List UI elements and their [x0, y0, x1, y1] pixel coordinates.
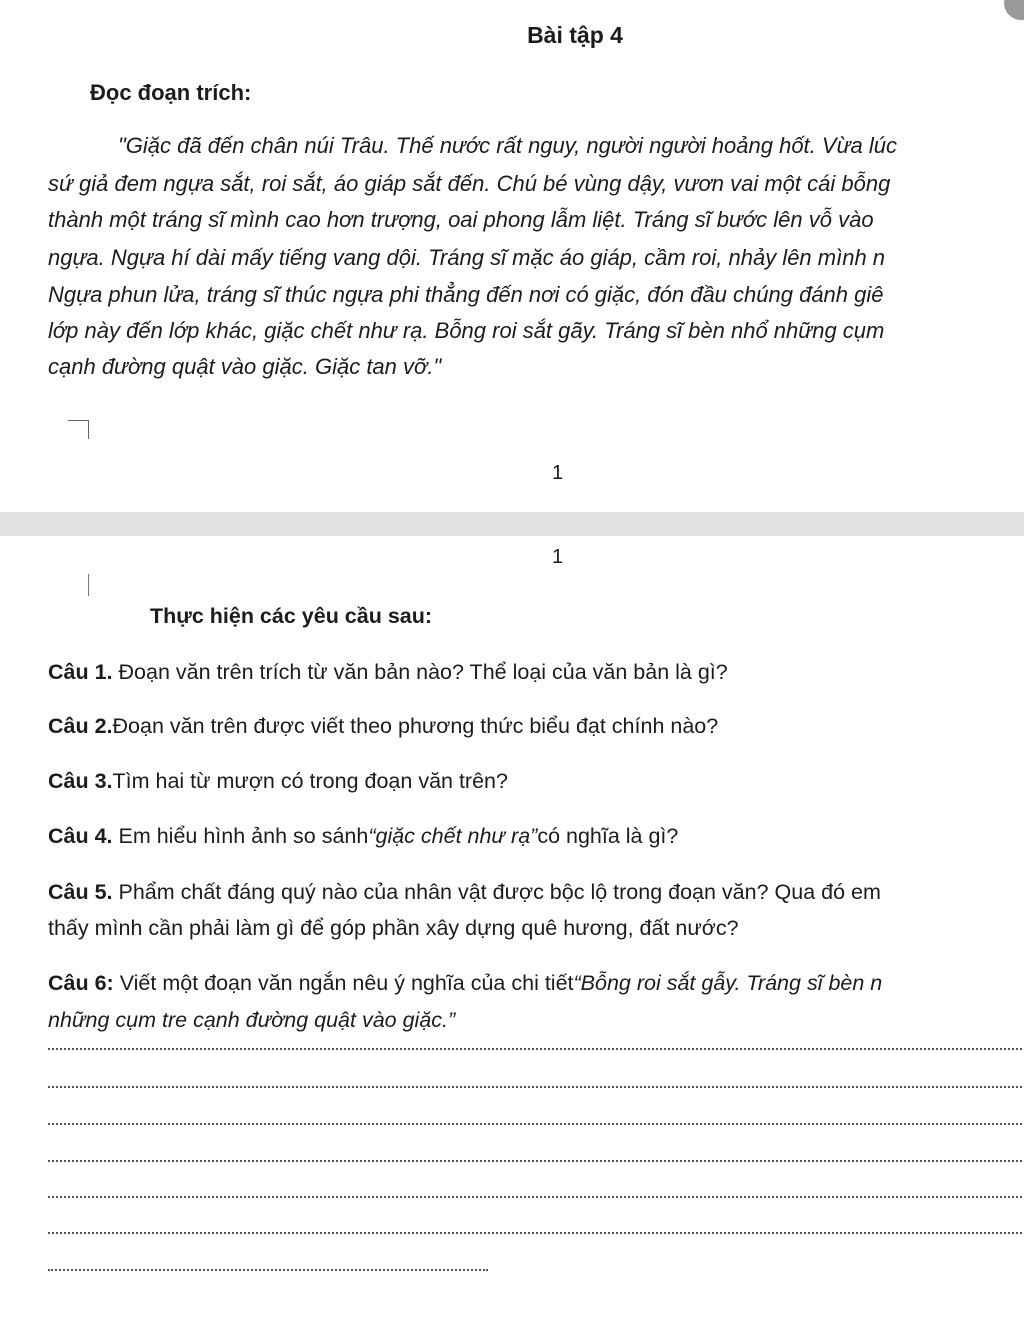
- excerpt-line: sứ giả đem ngựa sắt, roi sắt, áo giáp sắt đến. Chú bé vùng dậy, vươn vai một cái bỗng: [48, 171, 891, 196]
- question-1: [48, 660, 728, 685]
- page-separator: [0, 512, 1024, 536]
- question-6: [48, 971, 882, 996]
- question-text: Em hiểu hình ảnh so sánh: [112, 824, 369, 848]
- excerpt-line: ngựa. Ngựa hí dài mấy tiếng vang dội. Tráng sĩ mặc áo giáp, cầm roi, nhảy lên mình n: [48, 245, 886, 270]
- question-number: Câu 2.: [48, 714, 113, 738]
- excerpt-line: lớp này đến lớp khác, giặc chết như rạ. Bỗng roi sắt gãy. Tráng sĩ bèn nhổ những cụm: [48, 318, 885, 343]
- excerpt-line: Ngựa phun lửa, tráng sĩ thúc ngựa phi thẳng đến nơi có giặc, đón đầu chúng đánh giê: [48, 282, 884, 307]
- question-text: có nghĩa là gì?: [537, 824, 679, 848]
- question-text: Đoạn văn trên được viết theo phương thức biểu đạt chính nào?: [112, 714, 719, 738]
- question-3: [48, 769, 508, 794]
- page-number: 1: [552, 462, 564, 484]
- answer-line[interactable]: [48, 1123, 1024, 1125]
- excerpt-line: thành một tráng sĩ mình cao hơn trượng, oai phong lẫm liệt. Tráng sĩ bước lên vỗ vào: [48, 207, 874, 232]
- question-text: Phẩm chất đáng quý nào của nhân vật được bộc lộ trong đoạn văn? Qua đó em: [112, 880, 881, 904]
- question-number: Câu 4.: [48, 824, 113, 848]
- question-text: Đoạn văn trên trích từ văn bản nào? Thể loại của văn bản là gì?: [112, 660, 728, 684]
- question-number: Câu 5.: [48, 880, 113, 904]
- question-2: [48, 714, 718, 739]
- question-quote: “giặc chết như rạ”: [368, 824, 538, 848]
- question-4: [48, 824, 678, 849]
- page-corner-mark-icon: [68, 420, 89, 439]
- page-number: 1: [552, 546, 564, 568]
- question-quote: “Bỗng roi sắt gẫy. Tráng sĩ bèn n: [573, 971, 883, 995]
- answer-line[interactable]: [48, 1232, 1024, 1234]
- answer-line[interactable]: [48, 1196, 1024, 1198]
- question-number: Câu 3.: [48, 769, 113, 793]
- answer-line[interactable]: [48, 1048, 1024, 1050]
- question-5-continuation: thấy mình cần phải làm gì để góp phần xây dựng quê hương, đất nước?: [48, 916, 739, 940]
- exercise-title: Bài tập 4: [527, 22, 623, 48]
- read-excerpt-label: Đọc đoạn trích:: [90, 80, 252, 105]
- answer-line[interactable]: [48, 1086, 1024, 1088]
- question-number: Câu 6:: [48, 971, 114, 995]
- text-cursor-icon: [88, 574, 89, 596]
- answer-line[interactable]: [48, 1269, 488, 1271]
- excerpt-line: cạnh đường quật vào giặc. Giặc tan vỡ.": [48, 354, 442, 379]
- question-number: Câu 1.: [48, 660, 113, 684]
- tasks-label: Thực hiện các yêu cầu sau:: [150, 604, 433, 628]
- question-6-continuation: những cụm tre cạnh đường quật vào giặc.”: [48, 1008, 456, 1032]
- scroll-indicator-icon: [1004, 0, 1024, 20]
- document-page-1: [0, 0, 1024, 512]
- excerpt-line: "Giặc đã đến chân núi Trâu. Thế nước rất nguy, người người hoảng hốt. Vừa lúc: [118, 133, 897, 158]
- answer-line[interactable]: [48, 1160, 1024, 1162]
- question-text: Tìm hai từ mượn có trong đoạn văn trên?: [112, 769, 508, 793]
- question-5: [48, 880, 881, 905]
- question-text: Viết một đoạn văn ngắn nêu ý nghĩa của chi tiết: [113, 971, 574, 995]
- document-page-2: [0, 536, 1024, 1339]
